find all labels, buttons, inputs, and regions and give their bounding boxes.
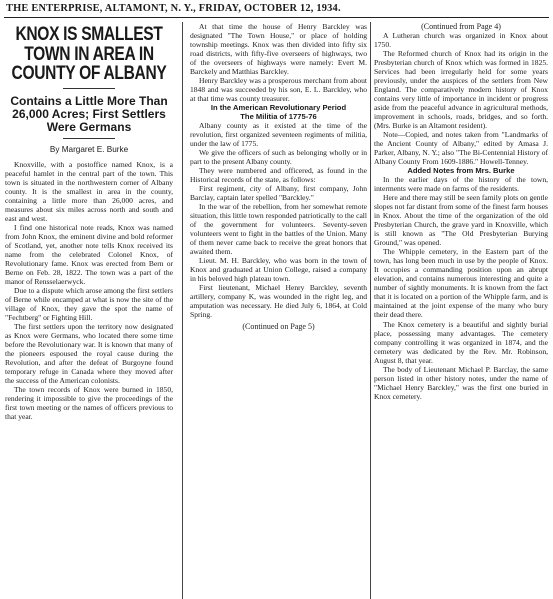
article-subheadline: Contains a Little More Than 26,000 Acres; First Settlers Were Germans bbox=[10, 93, 168, 134]
paragraph: Note—Copied, and notes taken from "Landmarks of the Ancient County of Albany," edited by Amasa J. Parker, Albany, N. Y.; also "The Bi-Centennial History of Albany County From 1609-1886." Howell-Tenney. bbox=[374, 130, 548, 167]
section-subhead: Added Notes from Mrs. Burke bbox=[407, 166, 515, 176]
paragraph: In the earlier days of the history of the town, interments were made on farms of the residents. bbox=[374, 175, 548, 194]
paragraph: Knoxville, with a postoffice named Knox, is a peaceful hamlet in the central part of the town. This town is situated in the northwestern corner of Albany county. It is the smallest in area in the county, containing a little more than 26,000 acres, and measures about six miles across north and south and east and west. bbox=[5, 159, 173, 223]
paragraph: A Lutheran church was organized in Knox about 1750. bbox=[374, 31, 548, 50]
paragraph: The town records of Knox were burned in 1850, rendering it impossible to give the proceedings of the first town meeting or the names of officers previous to that year. bbox=[5, 384, 173, 421]
paragraph: The Reformed church of Knox had its origin in the Presbyterian church of Knox which was formed in 1825. Services had been irregularly held for some years previously, under the auspices of the settlers from New England. The comparatively modern history of Knox contains very little of importance in incident or progress aside from the peaceful advance in agricultural methods, improvement in schools, roads, bridges, and so forth. (Mrs. Burke is an Altamont resident). bbox=[374, 49, 548, 131]
paragraph: The first settlers upon the territory now designated as Knox were Germans, who located there some time before the Revolutionary war. It is known that many of the pioneers espoused the royal cause during the Revolution, and after the defeat of Burgoyne found temporary refuge in Canada where they moved after the success of the American colonists. bbox=[5, 321, 173, 385]
paragraph: The Knox cemetery is a beautiful and sightly burial place, possessing many advantages. The cemetery company controlling it was organized in 1874, and the cemetery was dedicated by the Rev. Mr. Robinson, August 8, that year. bbox=[374, 319, 548, 365]
article-headline: KNOX IS SMALLEST TOWN IN AREA IN COUNTY OF ALBANY bbox=[11, 24, 167, 84]
masthead-rule bbox=[4, 17, 549, 18]
section-subhead: The Militia of 1775-76 bbox=[240, 112, 317, 122]
headline-separator bbox=[63, 138, 115, 139]
byline: By Margaret E. Burke bbox=[49, 144, 129, 154]
paragraph: I find one historical note reads, Knox was named from John Knox, the eminent divine and bold reformer of Scotland, yet, another note tells Knox received its name from the celebrated Colonel Knox, of Revolutionary fame. Knox was erected from Bern or Berne on Feb. 28, 1822. The town was a part of the manor of Rensselaerwyck. bbox=[5, 222, 173, 286]
paragraph: At that time the house of Henry Barckley was designated "The Town House," or place of holding township meetings. Knox was then divided into fifty six road districts, with fifty-five overseers of highways, two of the overseers of highways were namely: Evert M. Barckely and Matthias Barckley. bbox=[190, 22, 367, 77]
paragraph: Albany county as it existed at the time of the revolution, first organized seventeen regiments of militia, under the law of 1775. bbox=[190, 121, 367, 149]
column-divider-right bbox=[370, 22, 371, 599]
section-subhead: In the American Revolutionary Period bbox=[210, 103, 347, 113]
paragraph: The body of Lieutenant Michael P. Barclay, the same person listed in other history notes, under the name of "Michael Henry Barckley," was the first one buried in Knox cemetery. bbox=[374, 364, 548, 401]
column-3 bbox=[374, 22, 548, 577]
column-2 bbox=[190, 22, 367, 502]
paragraph: First regiment, city of Albany, first company, John Barclay, captain later spelled "Barckley." bbox=[190, 184, 367, 203]
headline-separator bbox=[63, 88, 115, 89]
paragraph: Henry Barckley was a prosperous merchant from about 1848 and was succeeded by his son, E. L. Barckley, who at that time was county treasurer. bbox=[190, 76, 367, 104]
masthead: THE ENTERPRISE, ALTAMONT, N. Y., FRIDAY, OCTOBER 12, 1934. bbox=[6, 3, 341, 14]
paragraph: The Whipple cemetery, in the Eastern part of the town, has long been much in use by the people of Knox. It occupies a commanding position upon an abrupt elevation, and contains numerous interesting and quite a number of sightly monuments. It is known from the fact that it is located on a portion of the Whipple farm, and is maintained at the joint expense of the many who bury their dead there. bbox=[374, 247, 548, 320]
column-divider-left bbox=[182, 22, 183, 599]
paragraph: Lieut. M. H. Barckley, who was born in the town of Knox and graduated at Union College, raised a company in his beloved high plateau town. bbox=[190, 256, 367, 284]
continued-notice: (Continued on Page 5) bbox=[242, 322, 315, 332]
paragraph: Due to a dispute which arose among the first settlers of Berne while encamped at what is now the site of the village of Knox, they gave the spot the name of "Fechtberg" or Fighting Hill. bbox=[5, 285, 173, 322]
paragraph: First lieutenant, Michael Henry Barckley, seventh artillery, company K, was wounded in the right leg, and amputation was necessary. He died July 6, 1864, at Cold Spring. bbox=[190, 283, 367, 320]
continued-notice: (Continued from Page 4) bbox=[421, 22, 501, 31]
paragraph: They were numbered and officered, as found in the Historical records of the state, as follows: bbox=[190, 166, 367, 185]
paragraph: We give the officers of such as belonging wholly or in part to the present Albany county. bbox=[190, 148, 367, 167]
paragraph: In the war of the rebellion, from her somewhat remote situation, this little town responded patriotically to the call of the government for volunteers. Seventy-seven volunteers went to fight in the battles of the Union. Many of them never came back to receive the great honors that awaited them. bbox=[190, 202, 367, 257]
column-1 bbox=[5, 22, 173, 597]
paragraph: Here and there may still be seen family plots on gentle slopes not far distant from some of the finest farm houses in Knox. About the time of the organization of the old Presbyterian Church, the grave yard in Knoxville, which is still known as "The Old Presbyterian Burying Ground," was opened. bbox=[374, 193, 548, 248]
